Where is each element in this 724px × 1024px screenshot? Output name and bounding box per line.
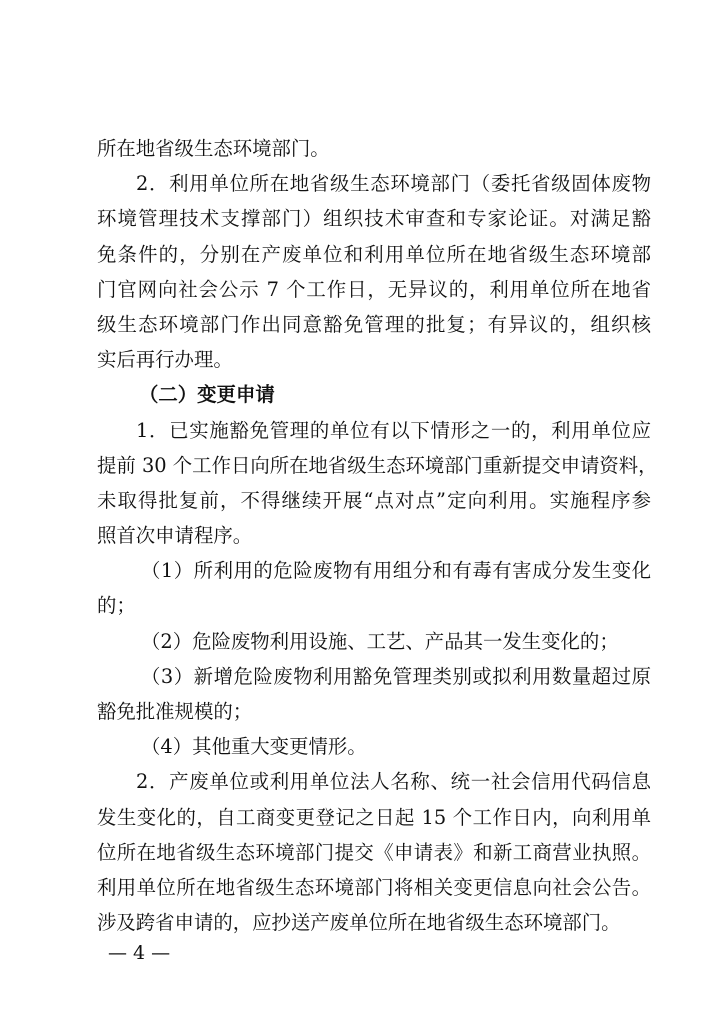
page-number: — 4 — (108, 942, 171, 964)
text-line: 照首次申请程序。 (97, 524, 253, 548)
text-line: 门官网向社会公示 7 个工作日，无异议的，利用单位所在地省 (97, 277, 651, 301)
text-line: 免条件的，分别在产废单位和利用单位所在地省级生态环境部 (97, 242, 651, 266)
text-line: 环境管理技术支撑部门）组织技术审查和专家论证。对满足豁 (97, 207, 651, 231)
text-line: 的； (97, 594, 136, 618)
list-item: （2）危险废物利用设施、工艺、产品其一发生变化的； (141, 629, 619, 653)
text-line: 提前 30 个工作日向所在地省级生态环境部门重新提交申请资料， (97, 453, 658, 477)
text-line: 利用单位所在地省级生态环境部门将相关变更信息向社会公告。 (97, 875, 651, 899)
list-item: （1）所利用的危险废物有用组分和有毒有害成分发生变化 (141, 559, 651, 583)
text-line: 2．产废单位或利用单位法人名称、统一社会信用代码信息 (136, 770, 651, 794)
document-body (97, 131, 658, 940)
text-line: 所在地省级生态环境部门。 (97, 137, 330, 160)
list-item: （3）新增危险废物利用豁免管理类别或拟利用数量超过原 (141, 664, 651, 688)
text-line: 实后再行办理。 (97, 348, 233, 372)
list-item: （4）其他重大变更情形。 (141, 735, 367, 759)
text-line: 1．已实施豁免管理的单位有以下情形之一的，利用单位应 (136, 418, 651, 442)
section-heading: （二）变更申请 (139, 383, 275, 407)
text-line: 涉及跨省申请的，应抄送产废单位所在地省级生态环境部门。 (97, 911, 621, 935)
text-line: 未取得批复前，不得继续开展“点对点”定向利用。实施程序参 (97, 488, 651, 512)
text-line: 发生变化的，自工商变更登记之日起 15 个工作日内，向利用单 (97, 805, 651, 829)
text-line: 2．利用单位所在地省级生态环境部门（委托省级固体废物 (136, 172, 651, 196)
text-line: 位所在地省级生态环境部门提交《申请表》和新工商营业执照。 (97, 840, 651, 864)
text-line: 豁免批准规模的； (97, 700, 253, 723)
text-line: 级生态环境部门作出同意豁免管理的批复；有异议的，组织核 (97, 312, 651, 336)
